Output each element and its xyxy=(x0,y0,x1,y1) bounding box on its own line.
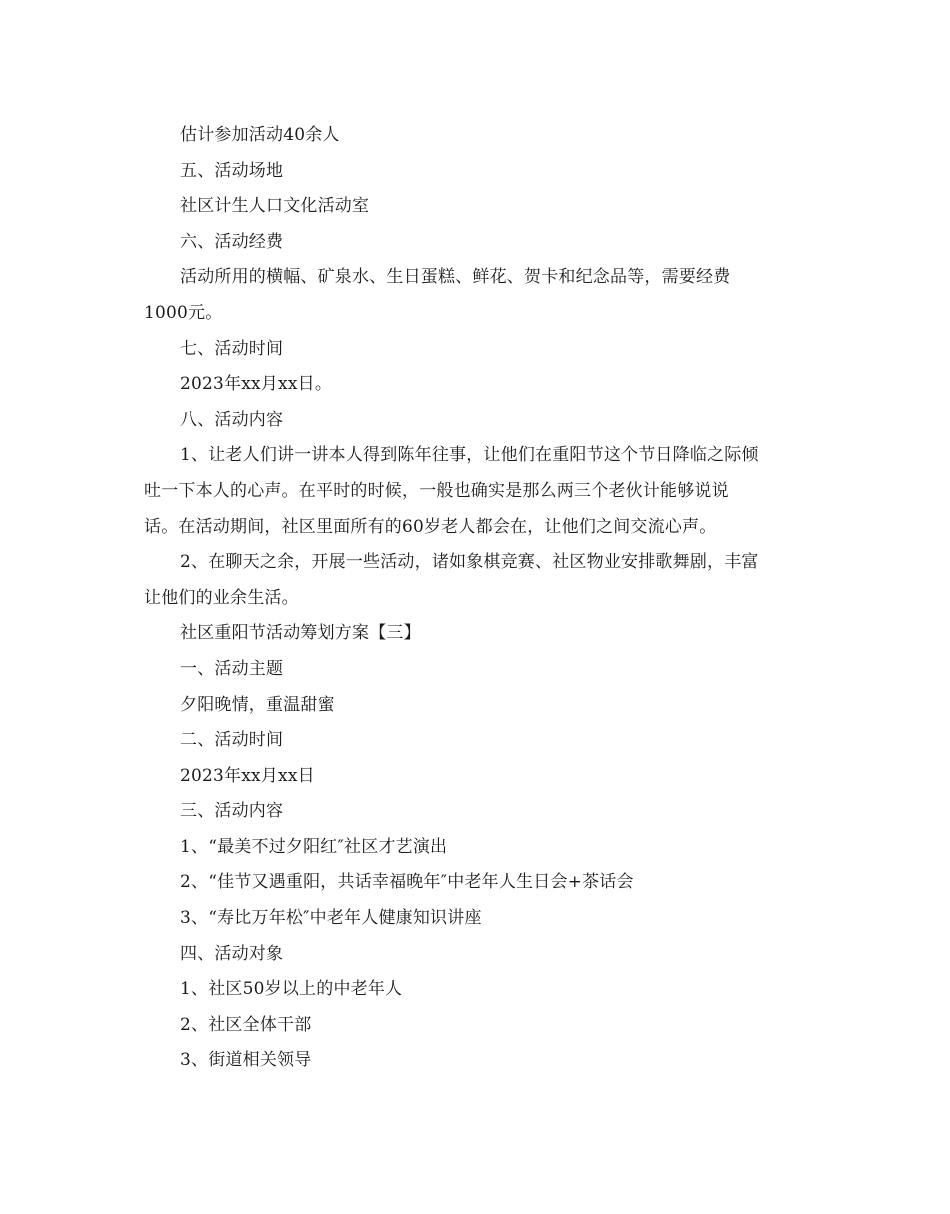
section-heading-budget: 六、活动经费 xyxy=(180,231,284,252)
list-item: 3、街道相关领导 xyxy=(180,1050,312,1071)
plan-title-three: 社区重阳节活动筹划方案【三】 xyxy=(180,623,421,644)
section-heading-theme: 一、活动主题 xyxy=(180,658,284,679)
date-text-2: 2023年xx月xx日 xyxy=(180,765,315,786)
list-item: 3、“寿比万年松″中老年人健康知识讲座 xyxy=(180,908,482,929)
paragraph-line: 活动所用的横幅、矿泉水、生日蛋糕、鲜花、贺卡和纪念品等，需要经费 xyxy=(180,267,731,288)
section-heading-time-2: 二、活动时间 xyxy=(180,730,284,751)
document-body xyxy=(144,118,816,1079)
theme-text: 夕阳晚情，重温甜蜜 xyxy=(180,694,335,715)
list-item: 2、社区全体干部 xyxy=(180,1014,312,1035)
section-heading-content-2: 三、活动内容 xyxy=(180,801,284,822)
paragraph-line: 话。在活动期间，社区里面所有的60岁老人都会在，让他们之间交流心声。 xyxy=(144,516,717,537)
paragraph-line: 1、让老人们讲一讲本人得到陈年往事，让他们在重阳节这个节日降临之际倾 xyxy=(180,445,759,466)
paragraph-line: 吐一下本人的心声。在平时的时候，一般也确实是那么两三个老伙计能够说说 xyxy=(144,480,729,501)
date-text: 2023年xx月xx日。 xyxy=(180,374,333,395)
list-item: 1、社区50岁以上的中老年人 xyxy=(180,979,403,1000)
paragraph-line: 1000元。 xyxy=(144,302,223,323)
section-heading-content: 八、活动内容 xyxy=(180,409,284,430)
list-item: 2、“佳节又遇重阳，共话幸福晚年″中老年人生日会+茶话会 xyxy=(180,872,634,893)
section-heading-venue: 五、活动场地 xyxy=(180,160,284,181)
venue-text: 社区计生人口文化活动室 xyxy=(180,196,370,217)
paragraph-line: 让他们的业余生活。 xyxy=(144,587,299,608)
participants-estimate: 估计参加活动40余人 xyxy=(180,125,340,145)
content-paragraph-2 xyxy=(144,545,816,616)
section-heading-audience: 四、活动对象 xyxy=(180,943,284,964)
content-paragraph-1 xyxy=(144,438,816,545)
budget-paragraph xyxy=(144,260,816,331)
paragraph-line: 2、在聊天之余，开展一些活动，诸如象棋竞赛、社区物业安排歌舞剧，丰富 xyxy=(180,552,759,573)
list-item: 1、“最美不过夕阳红″社区才艺演出 xyxy=(180,836,448,857)
section-heading-time: 七、活动时间 xyxy=(180,338,284,359)
